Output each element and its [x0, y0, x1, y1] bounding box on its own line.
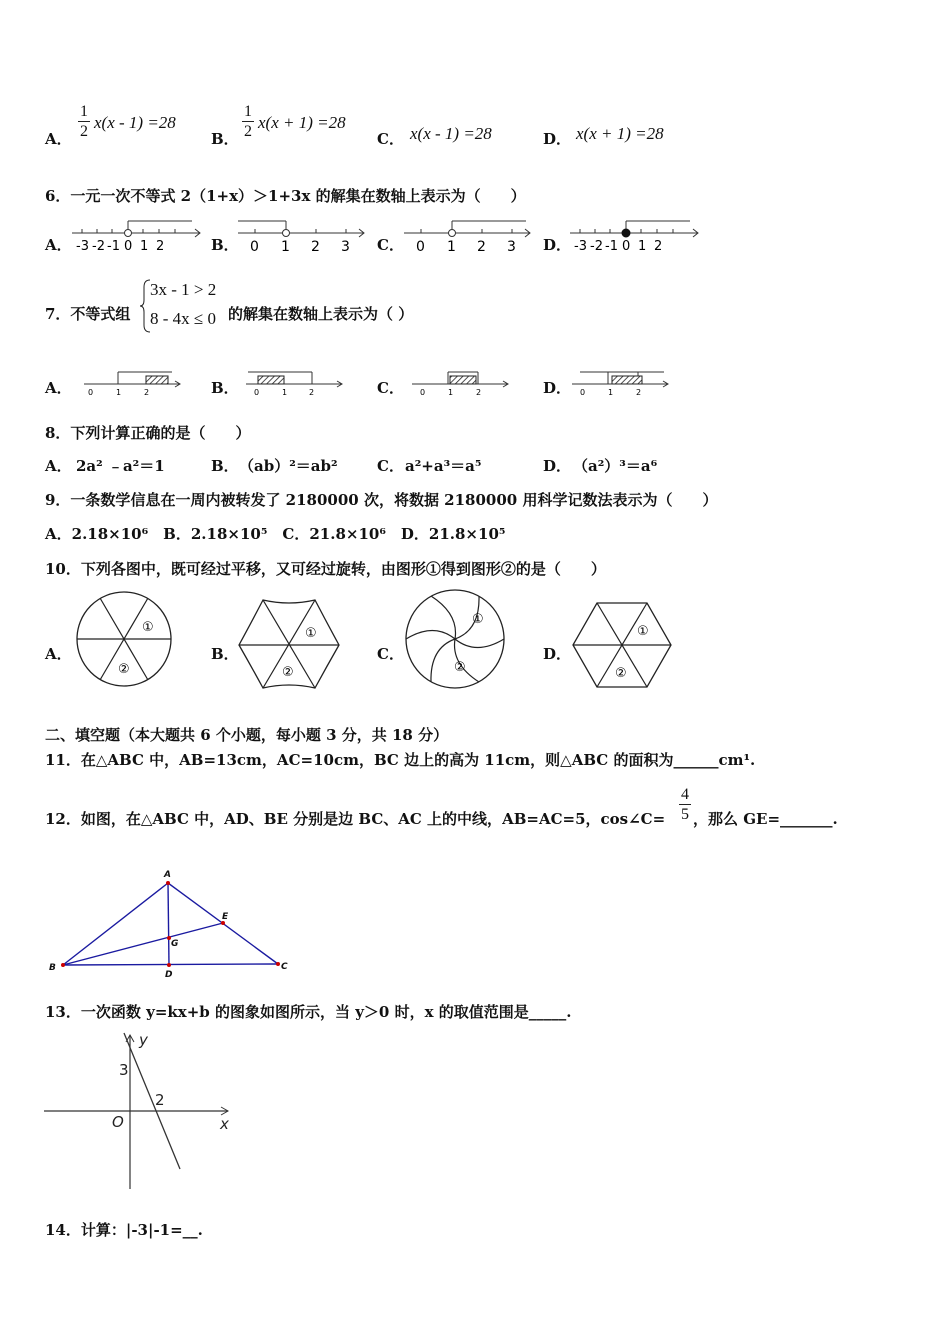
- q6d-tick: -3: [574, 239, 587, 254]
- q10b-mark-1: ①: [305, 626, 317, 641]
- q6a-tick: 0: [124, 239, 133, 254]
- q7-number-line-b: [246, 370, 346, 398]
- q5-option-d-expr: x(x + 1) =28: [576, 124, 664, 143]
- q7c-tick: 2: [476, 388, 482, 397]
- q8-stem: 8．下列计算正确的是（ ）: [45, 424, 251, 442]
- q7a-tick: 2: [144, 388, 150, 397]
- q6-number-line-c: [404, 220, 534, 256]
- q10c-mark-1: ①: [472, 612, 484, 627]
- q6-option-d-label: D．: [543, 236, 572, 254]
- q6a-tick: 1: [140, 239, 149, 254]
- q6-option-a-label: A．: [45, 236, 72, 254]
- q5-option-d-label: D．: [543, 130, 572, 148]
- q7-stem-prefix: 7．不等式组: [45, 305, 131, 323]
- q6a-tick: -3: [76, 239, 89, 254]
- q6b-tick: 1: [281, 239, 290, 255]
- q10d-mark-1: ①: [637, 624, 649, 639]
- q8-option-b: （ab）²＝ab²: [239, 457, 338, 475]
- q10-figure-a: [74, 589, 174, 689]
- q7-number-line-a: [84, 370, 184, 398]
- q12-point-b: B: [49, 963, 56, 973]
- q6a-tick: -2: [92, 239, 105, 254]
- q7-inequality-1: 3x - 1 > 2: [150, 280, 217, 299]
- q6b-tick: 0: [250, 239, 259, 255]
- q11-stem: 11．在△ABC 中，AB=13cm，AC=10cm，BC 边上的高为 11cm，则△ABC 的面积为______cm¹.: [45, 751, 756, 769]
- q6b-tick: 2: [311, 239, 320, 255]
- q12-point-g: G: [171, 939, 179, 949]
- q7d-tick: 0: [580, 388, 586, 397]
- q13-y-intercept-label: 3: [119, 1061, 129, 1079]
- q5-option-c-expr: x(x - 1) =28: [410, 124, 492, 143]
- q7-option-d-label: D．: [543, 379, 572, 397]
- q7a-tick: 0: [88, 388, 94, 397]
- q13-linear-function-graph: [44, 1031, 234, 1193]
- q14-stem: 14．计算：|-3|-1=__.: [45, 1221, 203, 1239]
- q10c-mark-2: ②: [454, 660, 466, 675]
- q10d-mark-2: ②: [615, 666, 627, 681]
- q6c-tick: 1: [447, 239, 456, 255]
- q6d-tick: 2: [654, 239, 663, 254]
- q13-x-axis-label: x: [220, 1115, 229, 1133]
- q10-figure-b: [237, 598, 341, 690]
- q13-stem: 13．一次函数 y=kx+b 的图象如图所示，当 y＞0 时，x 的取值范围是_____.: [45, 1003, 572, 1021]
- q7-stem-suffix: 的解集在数轴上表示为（ ）: [228, 305, 414, 323]
- q6c-tick: 3: [507, 239, 516, 255]
- q8-option-a-label: A．: [45, 457, 72, 475]
- q12-point-e: E: [222, 912, 229, 922]
- q7-inequality-2: 8 - 4x ≤ 0: [150, 309, 216, 328]
- q5-option-a-label: A．: [45, 130, 72, 148]
- q12-fraction: 4 5: [681, 786, 689, 823]
- q7-option-c-label: C．: [377, 379, 404, 397]
- q12-triangle-figure: [44, 866, 294, 982]
- q5-option-c-label: C．: [377, 130, 404, 148]
- q6-number-line-a: [72, 220, 202, 256]
- q10-option-d-label: D．: [543, 645, 572, 663]
- q7c-tick: 1: [448, 388, 454, 397]
- q10-stem: 10．下列各图中，既可经过平移，又可经过旋转，由图形①得到图形②的是（ ）: [45, 560, 606, 578]
- q6c-tick: 2: [477, 239, 486, 255]
- q10-option-c-label: C．: [377, 645, 404, 663]
- q8-option-c-label: C．: [377, 457, 404, 475]
- q5-option-a-fraction: 1 2: [80, 103, 88, 140]
- q10a-mark-1: ①: [142, 620, 154, 635]
- q6d-tick: -1: [605, 239, 618, 254]
- q7c-tick: 0: [420, 388, 426, 397]
- q12-point-a: A: [164, 870, 171, 880]
- q6d-tick: 1: [638, 239, 647, 254]
- q13-y-axis-label: y: [139, 1031, 148, 1049]
- q7a-tick: 1: [116, 388, 122, 397]
- q13-origin-label: O: [112, 1113, 124, 1131]
- q8-option-d: （a²）³＝a⁶: [573, 457, 658, 475]
- q8-option-b-label: B．: [211, 457, 239, 475]
- q7-number-line-c: [412, 370, 512, 398]
- q7-option-a-label: A．: [45, 379, 72, 397]
- q6b-tick: 3: [341, 239, 350, 255]
- q8-option-d-label: D．: [543, 457, 572, 475]
- q6-number-line-b: [238, 220, 368, 256]
- q6d-tick: 0: [622, 239, 631, 254]
- q7-option-b-label: B．: [211, 379, 239, 397]
- q6a-tick: 2: [156, 239, 165, 254]
- q10b-mark-2: ②: [282, 665, 294, 680]
- q7b-tick: 1: [282, 388, 288, 397]
- q12-point-d: D: [165, 970, 173, 980]
- q6d-tick: -2: [590, 239, 603, 254]
- q6-option-c-label: C．: [377, 236, 404, 254]
- q7b-tick: 0: [254, 388, 260, 397]
- q10-option-a-label: A．: [45, 645, 72, 663]
- q12-point-c: C: [281, 962, 288, 972]
- q12-stem-a: 12．如图，在△ABC 中，AD、BE 分别是边 BC、AC 上的中线，AB=AC=5，cos∠C=: [45, 810, 666, 828]
- q5-option-b-expr: x(x + 1) =28: [258, 113, 346, 132]
- q6c-tick: 0: [416, 239, 425, 255]
- q6a-tick: -1: [107, 239, 120, 254]
- q6-stem: 6．一元一次不等式 2（1+x）＞1+3x 的解集在数轴上表示为（ ）: [45, 187, 526, 205]
- q10-option-b-label: B．: [211, 645, 239, 663]
- q7d-tick: 2: [636, 388, 642, 397]
- q7-number-line-d: [572, 370, 672, 398]
- q6-number-line-d: [570, 220, 702, 256]
- q9-stem: 9．一条数学信息在一周内被转发了 2180000 次，将数据 2180000 用科学记数法表示为（ ）: [45, 491, 718, 509]
- q6-option-b-label: B．: [211, 236, 239, 254]
- q10a-mark-2: ②: [118, 662, 130, 677]
- q9-options: A．2.18×10⁶ B．2.18×10⁵ C．21.8×10⁶ D．21.8×10⁵: [45, 525, 506, 543]
- section-2-heading: 二、填空题（本大题共 6 个小题，每小题 3 分，共 18 分）: [45, 726, 449, 744]
- q8-option-a: 2a² ﹣a²＝1: [76, 457, 165, 475]
- q7d-tick: 1: [608, 388, 614, 397]
- q10-figure-d: [571, 601, 673, 689]
- q5-option-a-expr: x(x - 1) =28: [94, 113, 176, 132]
- q13-x-intercept-label: 2: [155, 1091, 165, 1109]
- q5-option-b-fraction: 1 2: [244, 103, 252, 140]
- q7b-tick: 2: [309, 388, 315, 397]
- q8-option-c: a²+a³＝a⁵: [405, 457, 482, 475]
- q5-option-b-label: B．: [211, 130, 239, 148]
- q12-stem-b: ，那么 GE=_______.: [693, 810, 838, 828]
- q10-figure-c: [404, 588, 506, 690]
